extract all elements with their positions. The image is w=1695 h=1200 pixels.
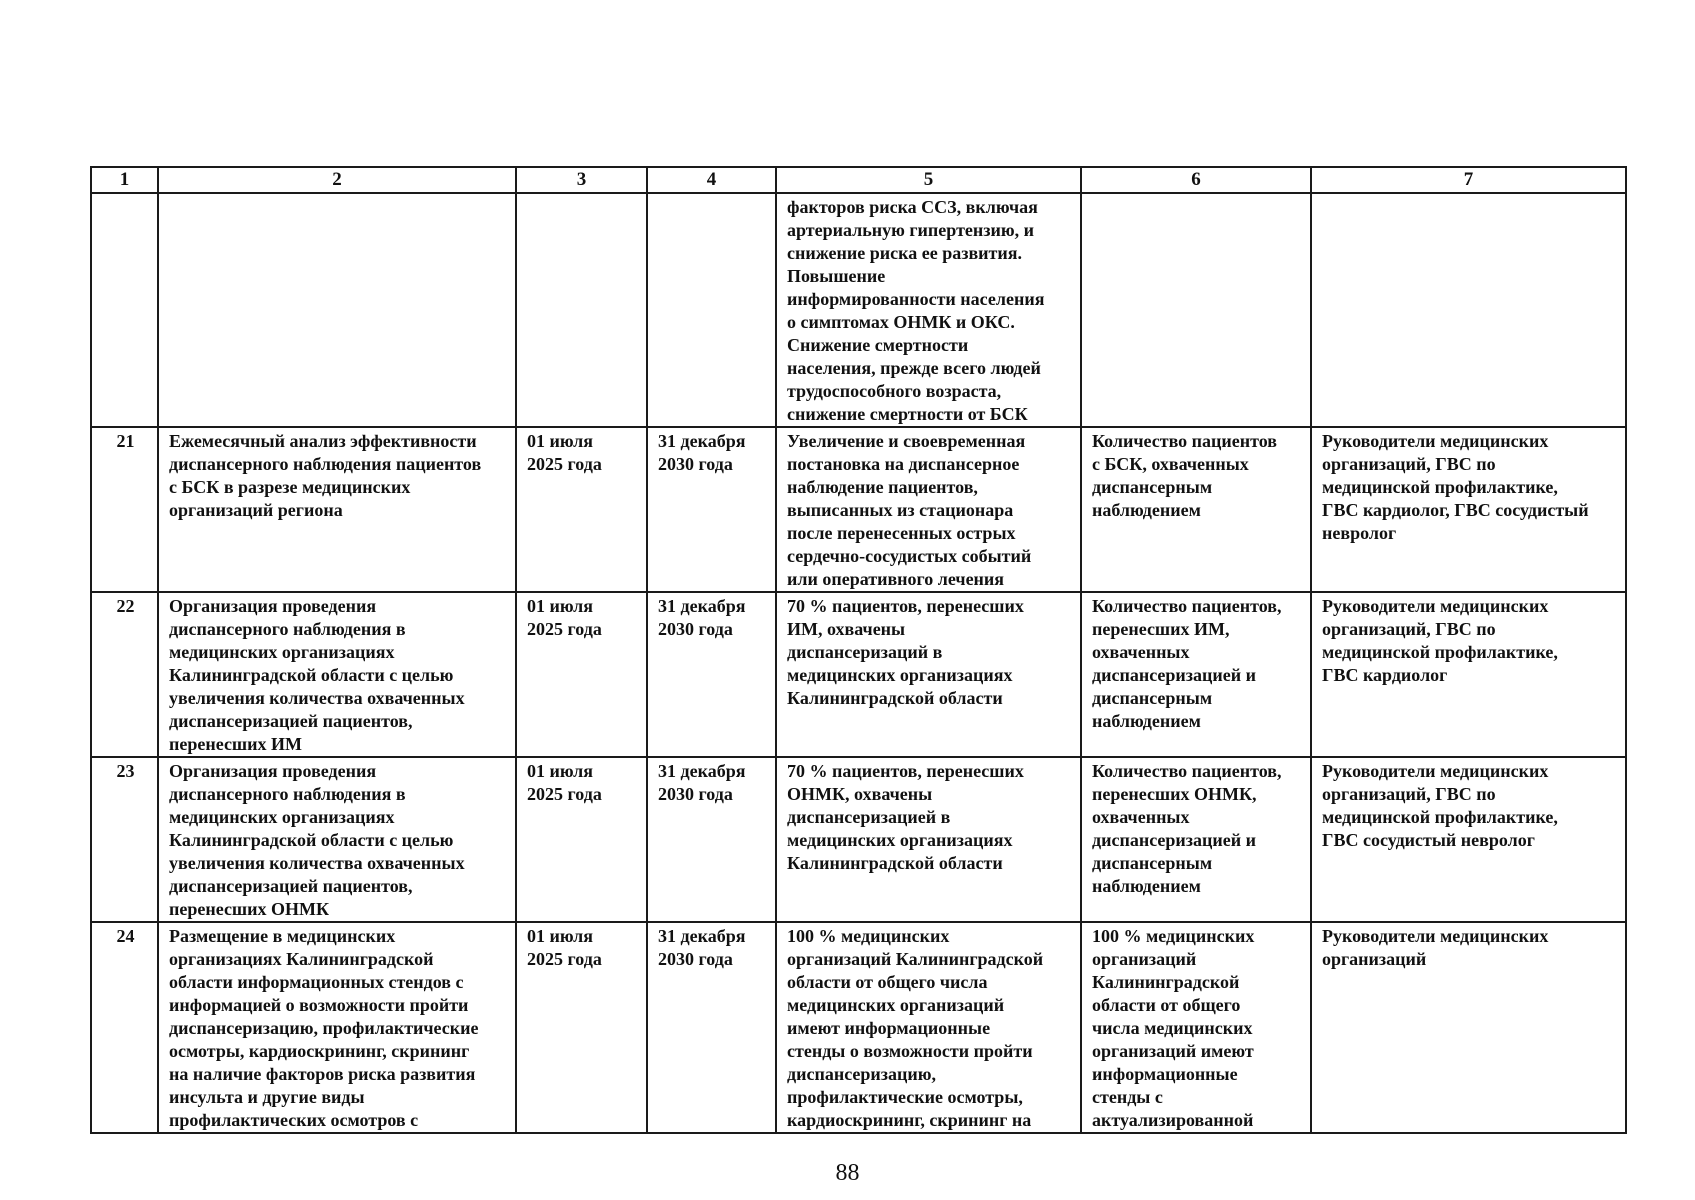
result-cell: Увеличение и своевременная постановка на диспансерное наблюдение пациентов, выписанных из стационара после перенесенных острых сердечно-сосудистых событий или оперативного лечения [776, 427, 1081, 592]
table-row [91, 757, 1626, 922]
end-date-cell: 31 декабря 2030 года [647, 757, 776, 922]
end-date-cell: 31 декабря 2030 года [647, 592, 776, 757]
start-date-cell: 01 июля 2025 года [516, 427, 647, 592]
column-number-header: 1 [91, 167, 158, 193]
column-result-header: 5 [776, 167, 1081, 193]
column-measure-header: 2 [158, 167, 516, 193]
result-cell: 70 % пациентов, перенесших ИМ, охвачены диспансеризаций в медицинских организациях Калининградской области [776, 592, 1081, 757]
responsible-cell: Руководители медицинских организаций, ГВС по медицинской профилактике, ГВС кардиолог, ГВС сосудистый невролог [1311, 427, 1626, 592]
measure-cell: Организация проведения диспансерного наблюдения в медицинских организациях Калининградской области с целью увеличения количества охваченных диспансеризацией пациентов, перенесших ОНМК [158, 757, 516, 922]
table-row [91, 592, 1626, 757]
page-number: 88 [835, 1160, 860, 1186]
row-number-cell: 21 [91, 427, 158, 592]
indicator-cell: Количество пациентов, перенесших ИМ, охваченных диспансеризацией и диспансерным наблюдением [1081, 592, 1311, 757]
result-cell: 100 % медицинских организаций Калининградской области от общего числа медицинских организаций имеют информационные стенды о возможности пройти диспансеризацию, профилактические осмотры, кардиоскрининг, скрининг на [776, 922, 1081, 1133]
header-row [91, 167, 1626, 193]
table-row [91, 427, 1626, 592]
column-start-date-header: 3 [516, 167, 647, 193]
end-date-cell [647, 193, 776, 427]
column-indicator-header: 6 [1081, 167, 1311, 193]
indicator-cell: 100 % медицинских организаций Калининградской области от общего числа медицинских организаций имеют информационные стенды с актуализированной [1081, 922, 1311, 1133]
result-cell: факторов риска ССЗ, включая артериальную гипертензию, и снижение риска ее развития. Повышение информированности населения о симптомах ОНМК и ОКС. Снижение смертности населения, прежде всего людей трудоспособного возраста, снижение смертности от БСК [776, 193, 1081, 427]
indicator-cell: Количество пациентов с БСК, охваченных диспансерным наблюдением [1081, 427, 1311, 592]
responsible-cell: Руководители медицинских организаций [1311, 922, 1626, 1133]
row-number-cell [91, 193, 158, 427]
column-responsible-header: 7 [1311, 167, 1626, 193]
measures-table [90, 166, 1627, 1134]
result-cell: 70 % пациентов, перенесших ОНМК, охвачены диспансеризацией в медицинских организациях Калининградской области [776, 757, 1081, 922]
measure-cell [158, 193, 516, 427]
measure-cell: Организация проведения диспансерного наблюдения в медицинских организациях Калининградской области с целью увеличения количества охваченных диспансеризацией пациентов, перенесших ИМ [158, 592, 516, 757]
row-number-cell: 23 [91, 757, 158, 922]
row-number-cell: 22 [91, 592, 158, 757]
responsible-cell: Руководители медицинских организаций, ГВС по медицинской профилактике, ГВС сосудистый невролог [1311, 757, 1626, 922]
indicator-cell [1081, 193, 1311, 427]
table-row [91, 922, 1626, 1133]
responsible-cell [1311, 193, 1626, 427]
start-date-cell: 01 июля 2025 года [516, 922, 647, 1133]
measure-cell: Размещение в медицинских организациях Калининградской области информационных стендов с информацией о возможности пройти диспансеризацию, профилактические осмотры, кардиоскрининг, скрининг на наличие факторов риска развития инсульта и другие виды профилактических осмотров с [158, 922, 516, 1133]
responsible-cell: Руководители медицинских организаций, ГВС по медицинской профилактике, ГВС кардиолог [1311, 592, 1626, 757]
column-end-date-header: 4 [647, 167, 776, 193]
row-number-cell: 24 [91, 922, 158, 1133]
start-date-cell: 01 июля 2025 года [516, 592, 647, 757]
indicator-cell: Количество пациентов, перенесших ОНМК, охваченных диспансеризацией и диспансерным наблюдением [1081, 757, 1311, 922]
measure-cell: Ежемесячный анализ эффективности диспансерного наблюдения пациентов с БСК в разрезе медицинских организаций региона [158, 427, 516, 592]
start-date-cell [516, 193, 647, 427]
end-date-cell: 31 декабря 2030 года [647, 427, 776, 592]
table-row [91, 193, 1626, 427]
start-date-cell: 01 июля 2025 года [516, 757, 647, 922]
end-date-cell: 31 декабря 2030 года [647, 922, 776, 1133]
